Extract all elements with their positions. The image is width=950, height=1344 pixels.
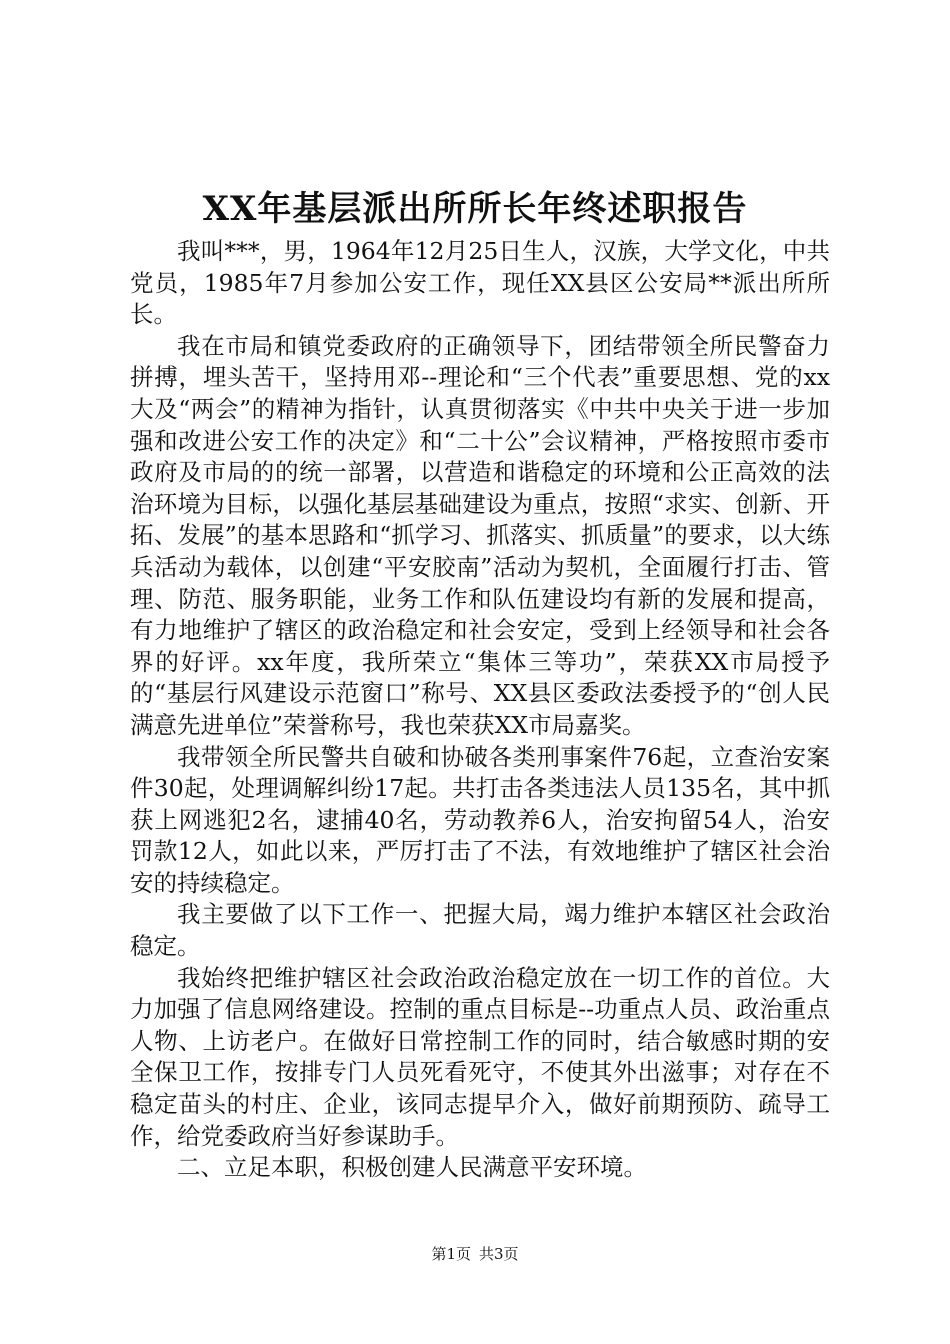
paragraph: 我在市局和镇党委政府的正确领导下，团结带领全所民警奋力拼搏，埋头苦干，坚持用邓--理论和“三个代表”重要思想、党的xx大及“两会”的精神为指针，认真贯彻落实《中共中央关于进一步加强和改进公安工作的决定》和“二十公”会议精神，严格按照市委市政府及市局的的统一部署，以营造和谐稳定的环境和公正高效的法治环境为目标，以强化基层基础建设为重点，按照“求实、创新、开拓、发展”的基本思路和“抓学习、抓落实、抓质量”的要求，以大练兵活动为载体，以创建“平安胶南”活动为契机，全面履行打击、管理、防范、服务职能，业务工作和队伍建设均有新的发展和提高，有力地维护了辖区的政治稳定和社会安定，受到上经领导和社会各界的好评。xx年度，我所荣立“集体三等功”，荣获XX市局授予的“基层行风建设示范窗口”称号、XX县区委政法委授予的“创人民满意先进单位”荣誉称号，我也荣获XX市局嘉奖。 [130,331,830,739]
paragraph: 二、立足本职，积极创建人民满意平安环境。 [177,1153,647,1182]
page-number: 第1页 [431,1245,471,1263]
paragraph: 我主要做了以下工作一、把握大局，竭力维护本辖区社会政治稳定。 [130,900,830,961]
document-title: XX年基层派出所所长年终述职报告 [202,189,748,229]
page-footer [0,1244,950,1264]
paragraph: 我始终把维护辖区社会政治政治稳定放在一切工作的首位。大力加强了信息网络建设。控制的重点目标是--功重点人员、政治重点人物、上访老户。在做好日常控制工作的同时，结合敏感时期的安全保卫工作，按排专门人员死看死守，不使其外出滋事；对存在不稳定苗头的村庄、企业，该同志提早介入，做好前期预防、疏导工作，给党委政府当好参谋助手。 [130,963,830,1150]
document-body [130,236,830,1184]
page-total: 共3页 [479,1245,519,1263]
paragraph: 我带领全所民警共自破和协破各类刑事案件76起，立查治安案件30起，处理调解纠纷17起。共打击各类违法人员135名，其中抓获上网逃犯2名，逮捕40名，劳动教养6人，治安拘留54人，治安罚款12人，如此以来，严厉打击了不法，有效地维护了辖区社会治安的持续稳定。 [130,742,830,897]
paragraph: 我叫***，男，1964年12月25日生人，汉族，大学文化，中共党员，1985年7月参加公安工作，现任XX县区公安局**派出所所长。 [130,237,830,329]
